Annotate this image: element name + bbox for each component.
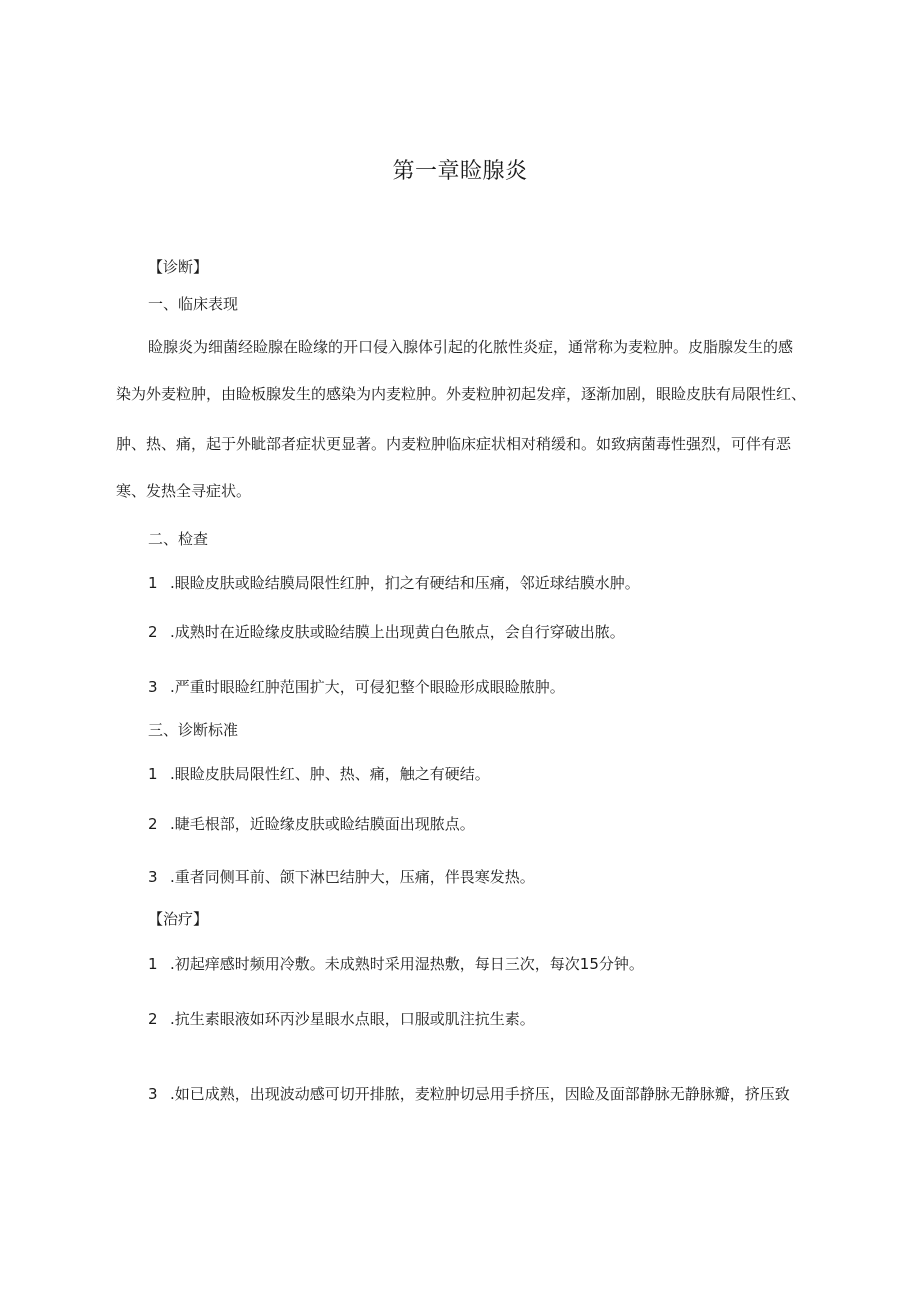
exam-heading: 二、检查 bbox=[148, 530, 209, 548]
treatment-item-3 bbox=[148, 1083, 790, 1105]
exam-item-number: 1 bbox=[148, 574, 158, 592]
diagnosis-label: 【诊断】 bbox=[148, 258, 209, 276]
treatment-item-1 bbox=[148, 953, 644, 975]
criteria-item-3 bbox=[148, 866, 535, 888]
criteria-item-number: 3 bbox=[148, 868, 158, 886]
criteria-item-number: 1 bbox=[148, 765, 158, 783]
exam-item-number: 2 bbox=[148, 623, 158, 641]
criteria-item-1 bbox=[148, 763, 490, 785]
exam-item-text: .成熟时在近睑缘皮肤或睑结膜上出现黄白色脓点，会自行穿破出脓。 bbox=[170, 623, 625, 641]
treatment-item-2 bbox=[148, 1008, 535, 1030]
treatment-item-number: 3 bbox=[148, 1085, 158, 1103]
treatment-item-number: 1 bbox=[148, 955, 158, 973]
clinical-paragraph-line-2: 染为外麦粒肿，由睑板腺发生的感染为内麦粒肿。外麦粒肿初起发痒，逐渐加剧，眼睑皮肤有局限性红、 bbox=[116, 385, 807, 403]
criteria-item-text: .眼睑皮肤局限性红、肿、热、痛，触之有硬结。 bbox=[170, 765, 490, 783]
clinical-paragraph-line-1: 睑腺炎为细菌经睑腺在睑缘的开口侵入腺体引起的化脓性炎症，通常称为麦粒肿。皮脂腺发生的感 bbox=[148, 338, 794, 356]
clinical-heading: 一、临床表现 bbox=[148, 295, 239, 313]
criteria-heading: 三、诊断标准 bbox=[148, 721, 239, 739]
clinical-paragraph-line-4: 寒、发热全寻症状。 bbox=[116, 482, 252, 500]
treatment-item-text: .抗生素眼液如环丙沙星眼水点眼，口服或肌注抗生素。 bbox=[170, 1010, 535, 1028]
criteria-item-2 bbox=[148, 813, 475, 835]
exam-item-3 bbox=[148, 676, 565, 698]
criteria-item-number: 2 bbox=[148, 815, 158, 833]
exam-item-1 bbox=[148, 572, 640, 594]
page-title: 第一章睑腺炎 bbox=[392, 159, 528, 184]
exam-item-text: .严重时眼睑红肿范围扩大，可侵犯整个眼睑形成眼睑脓肿。 bbox=[170, 678, 565, 696]
clinical-paragraph-line-3: 肿、热、痛，起于外眦部者症状更显著。内麦粒肿临床症状相对稍缓和。如致病菌毒性强烈，可伴有恶 bbox=[116, 435, 792, 453]
treatment-label: 【治疗】 bbox=[148, 910, 209, 928]
treatment-item-number: 2 bbox=[148, 1010, 158, 1028]
criteria-item-text: .睫毛根部，近睑缘皮肤或睑结膜面出现脓点。 bbox=[170, 815, 475, 833]
treatment-item-text: .初起痒感时频用冷敷。未成熟时采用湿热敷，每日三次，每次15分钟。 bbox=[170, 955, 644, 973]
exam-item-number: 3 bbox=[148, 678, 158, 696]
criteria-item-text: .重者同侧耳前、颌下淋巴结肿大，压痛，伴畏寒发热。 bbox=[170, 868, 535, 886]
exam-item-2 bbox=[148, 621, 625, 643]
treatment-item-text: .如已成熟，出现波动感可切开排脓，麦粒肿切忌用手挤压，因睑及面部静脉无静脉瓣，挤压致 bbox=[170, 1085, 790, 1103]
exam-item-text: .眼睑皮肤或睑结膜局限性红肿，扪之有硬结和压痛，邻近球结膜水肿。 bbox=[170, 574, 640, 592]
